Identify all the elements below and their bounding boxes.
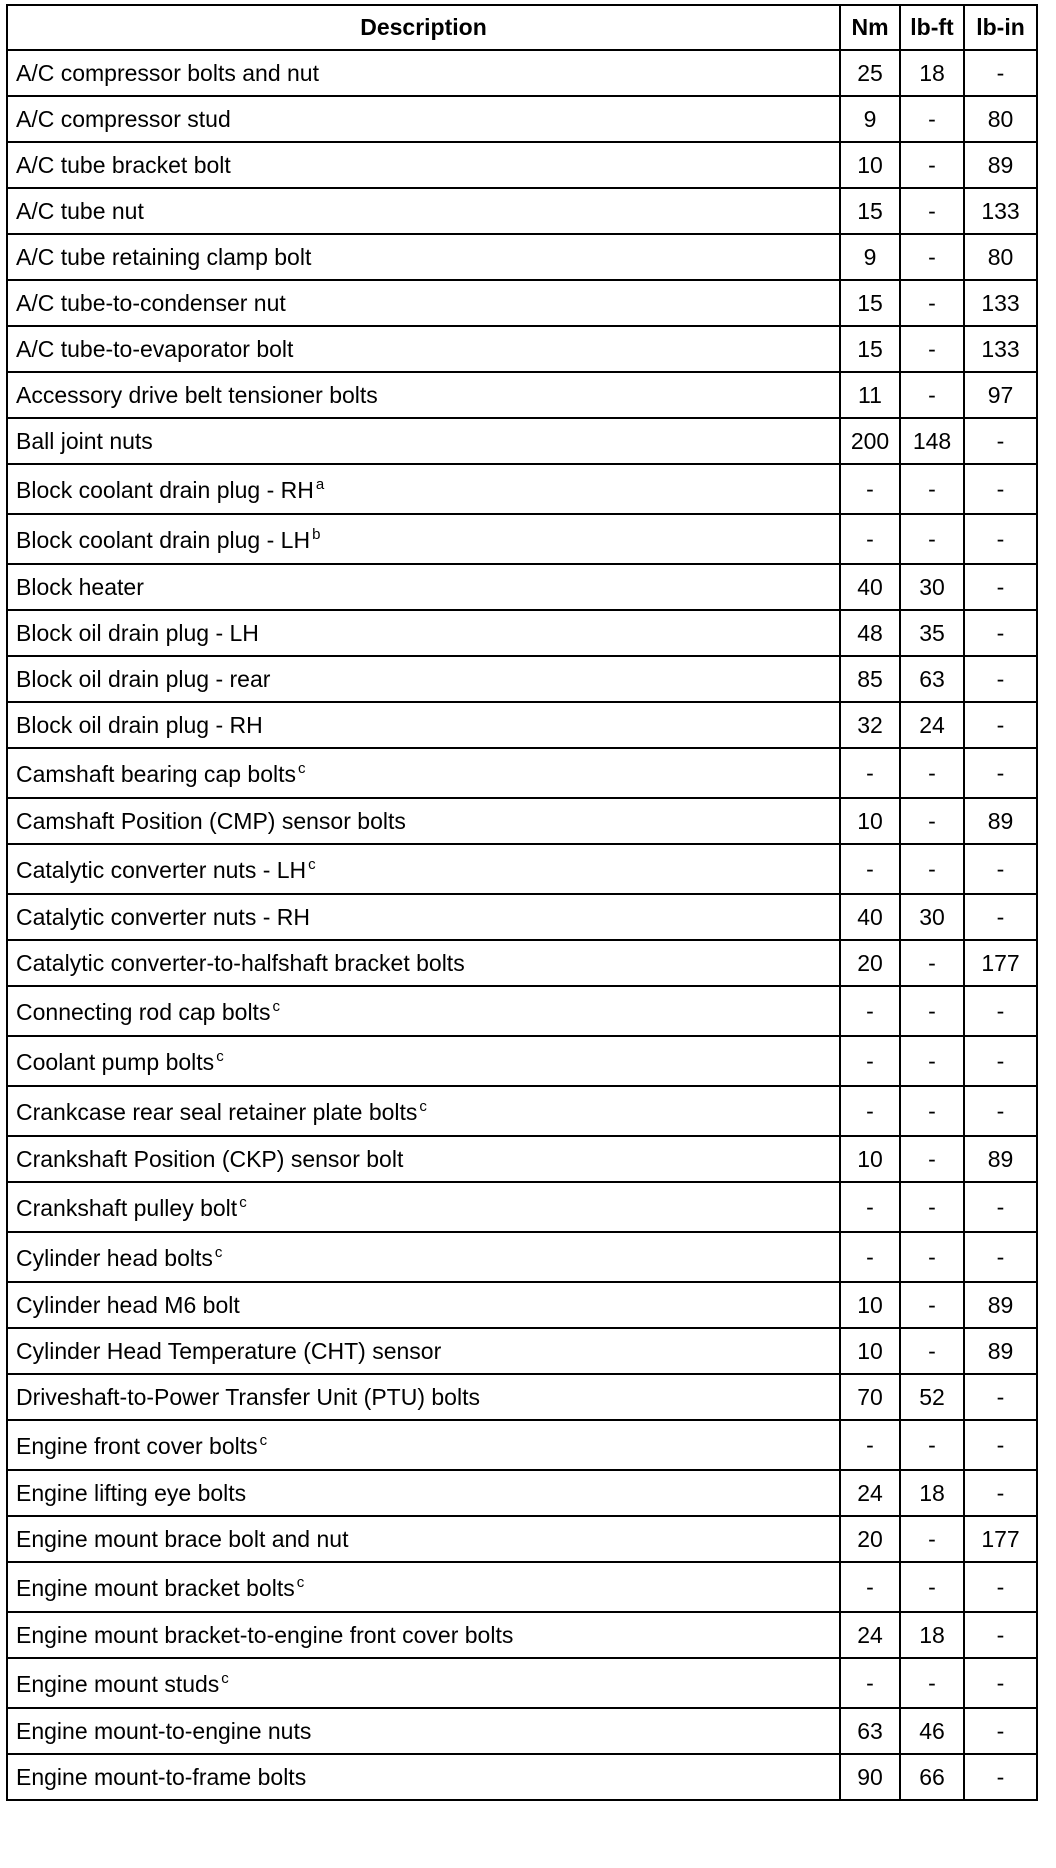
description-cell bbox=[7, 1036, 840, 1086]
footnote-marker: c bbox=[259, 1431, 268, 1449]
description-text: A/C tube bracket bolt bbox=[16, 151, 231, 178]
lb-ft-cell: - bbox=[900, 1086, 964, 1136]
description-cell bbox=[7, 1086, 840, 1136]
nm-cell: 20 bbox=[840, 940, 900, 986]
table-row bbox=[7, 1754, 1037, 1800]
description-text: A/C compressor bolts and nut bbox=[16, 59, 319, 86]
table-row bbox=[7, 564, 1037, 610]
description-text: Catalytic converter nuts - RH bbox=[16, 903, 310, 930]
nm-cell: 10 bbox=[840, 142, 900, 188]
lb-ft-cell: - bbox=[900, 326, 964, 372]
description-text: Crankcase rear seal retainer plate bolts bbox=[16, 1098, 418, 1125]
description-text: Block coolant drain plug - LH bbox=[16, 526, 311, 553]
table-row bbox=[7, 1562, 1037, 1612]
lb-ft-cell: - bbox=[900, 1136, 964, 1182]
lb-in-cell: 133 bbox=[964, 280, 1037, 326]
nm-cell: - bbox=[840, 464, 900, 514]
lb-ft-cell: - bbox=[900, 748, 964, 798]
nm-cell: - bbox=[840, 986, 900, 1036]
table-row bbox=[7, 940, 1037, 986]
nm-cell: 11 bbox=[840, 372, 900, 418]
nm-cell: - bbox=[840, 1658, 900, 1708]
description-cell bbox=[7, 326, 840, 372]
description-cell bbox=[7, 1612, 840, 1658]
nm-cell: 10 bbox=[840, 1136, 900, 1182]
table-row bbox=[7, 1328, 1037, 1374]
lb-ft-cell: 46 bbox=[900, 1708, 964, 1754]
nm-cell: 70 bbox=[840, 1374, 900, 1420]
lb-ft-cell: - bbox=[900, 1516, 964, 1562]
lb-ft-cell: 66 bbox=[900, 1754, 964, 1800]
description-text: Block coolant drain plug - RH bbox=[16, 476, 314, 503]
description-cell bbox=[7, 1658, 840, 1708]
table-row bbox=[7, 234, 1037, 280]
description-cell bbox=[7, 188, 840, 234]
description-cell bbox=[7, 1374, 840, 1420]
lb-ft-cell: 52 bbox=[900, 1374, 964, 1420]
description-text: Crankshaft Position (CKP) sensor bolt bbox=[16, 1145, 404, 1172]
lb-in-cell: - bbox=[964, 418, 1037, 464]
footnote-marker: c bbox=[308, 855, 316, 873]
table-row bbox=[7, 1036, 1037, 1086]
description-text: Ball joint nuts bbox=[16, 427, 153, 454]
lb-ft-cell: - bbox=[900, 514, 964, 564]
table-row bbox=[7, 1136, 1037, 1182]
nm-cell: 15 bbox=[840, 326, 900, 372]
lb-ft-cell: - bbox=[900, 280, 964, 326]
description-cell bbox=[7, 1420, 840, 1470]
nm-cell: 40 bbox=[840, 564, 900, 610]
table-row bbox=[7, 96, 1037, 142]
description-cell bbox=[7, 418, 840, 464]
description-text: Crankshaft pulley bolt bbox=[16, 1194, 238, 1221]
table-row bbox=[7, 1658, 1037, 1708]
description-cell bbox=[7, 894, 840, 940]
nm-cell: - bbox=[840, 1232, 900, 1282]
lb-in-cell: - bbox=[964, 844, 1037, 894]
column-header-lb-in: lb-in bbox=[964, 5, 1037, 50]
lb-ft-cell: - bbox=[900, 940, 964, 986]
lb-in-cell: 89 bbox=[964, 1328, 1037, 1374]
description-cell bbox=[7, 1470, 840, 1516]
description-cell bbox=[7, 1328, 840, 1374]
lb-in-cell: 133 bbox=[964, 188, 1037, 234]
lb-ft-cell: 35 bbox=[900, 610, 964, 656]
table-row bbox=[7, 798, 1037, 844]
lb-ft-cell: - bbox=[900, 1232, 964, 1282]
description-cell bbox=[7, 464, 840, 514]
lb-ft-cell: 148 bbox=[900, 418, 964, 464]
lb-ft-cell: 24 bbox=[900, 702, 964, 748]
table-row bbox=[7, 464, 1037, 514]
table-row bbox=[7, 702, 1037, 748]
description-text: Cylinder head M6 bolt bbox=[16, 1291, 240, 1318]
column-header-description: Description bbox=[7, 5, 840, 50]
lb-ft-cell: 18 bbox=[900, 1470, 964, 1516]
description-text: Camshaft bearing cap bolts bbox=[16, 760, 296, 787]
lb-ft-cell: - bbox=[900, 1328, 964, 1374]
footnote-marker: c bbox=[239, 1193, 247, 1211]
lb-in-cell: - bbox=[964, 1754, 1037, 1800]
nm-cell: 63 bbox=[840, 1708, 900, 1754]
nm-cell: 32 bbox=[840, 702, 900, 748]
description-cell bbox=[7, 372, 840, 418]
nm-cell: 10 bbox=[840, 1282, 900, 1328]
footnote-marker: c bbox=[216, 1047, 224, 1065]
footnote-marker: b bbox=[312, 525, 321, 543]
description-cell bbox=[7, 986, 840, 1036]
nm-cell: 9 bbox=[840, 96, 900, 142]
footnote-marker: c bbox=[221, 1669, 229, 1687]
table-row bbox=[7, 372, 1037, 418]
lb-in-cell: - bbox=[964, 748, 1037, 798]
nm-cell: 85 bbox=[840, 656, 900, 702]
description-cell bbox=[7, 1562, 840, 1612]
description-cell bbox=[7, 1282, 840, 1328]
table-row bbox=[7, 188, 1037, 234]
table-body bbox=[7, 50, 1037, 1800]
table-row bbox=[7, 1708, 1037, 1754]
table-row bbox=[7, 656, 1037, 702]
table-row bbox=[7, 844, 1037, 894]
description-text: Engine mount studs bbox=[16, 1670, 220, 1697]
description-text: Camshaft Position (CMP) sensor bolts bbox=[16, 807, 406, 834]
footnote-marker: c bbox=[298, 759, 306, 777]
nm-cell: - bbox=[840, 1562, 900, 1612]
description-text: Engine mount bracket bolts bbox=[16, 1574, 295, 1601]
description-cell bbox=[7, 1232, 840, 1282]
nm-cell: - bbox=[840, 1036, 900, 1086]
table-row bbox=[7, 610, 1037, 656]
lb-in-cell: 80 bbox=[964, 96, 1037, 142]
lb-in-cell: - bbox=[964, 1086, 1037, 1136]
description-text: Engine mount-to-engine nuts bbox=[16, 1717, 312, 1744]
description-text: Engine mount-to-frame bolts bbox=[16, 1763, 307, 1790]
table-row bbox=[7, 1470, 1037, 1516]
lb-ft-cell: - bbox=[900, 234, 964, 280]
lb-in-cell: 89 bbox=[964, 1136, 1037, 1182]
lb-in-cell: - bbox=[964, 1658, 1037, 1708]
nm-cell: 15 bbox=[840, 188, 900, 234]
table-header-row bbox=[7, 5, 1037, 50]
description-text: Driveshaft-to-Power Transfer Unit (PTU) bolts bbox=[16, 1383, 480, 1410]
lb-in-cell: 133 bbox=[964, 326, 1037, 372]
description-text: A/C tube-to-condenser nut bbox=[16, 289, 286, 316]
description-cell bbox=[7, 748, 840, 798]
nm-cell: 40 bbox=[840, 894, 900, 940]
table-row bbox=[7, 280, 1037, 326]
lb-ft-cell: 30 bbox=[900, 564, 964, 610]
table-row bbox=[7, 986, 1037, 1036]
table-row bbox=[7, 748, 1037, 798]
lb-in-cell: - bbox=[964, 1562, 1037, 1612]
description-text: A/C tube retaining clamp bolt bbox=[16, 243, 312, 270]
lb-in-cell: - bbox=[964, 1374, 1037, 1420]
lb-ft-cell: - bbox=[900, 464, 964, 514]
lb-ft-cell: 30 bbox=[900, 894, 964, 940]
lb-ft-cell: - bbox=[900, 1282, 964, 1328]
torque-specification-sheet bbox=[6, 4, 1036, 1801]
description-text: A/C compressor stud bbox=[16, 105, 231, 132]
table-row bbox=[7, 1420, 1037, 1470]
lb-ft-cell: - bbox=[900, 1036, 964, 1086]
lb-ft-cell: 18 bbox=[900, 1612, 964, 1658]
nm-cell: 25 bbox=[840, 50, 900, 96]
table-row bbox=[7, 142, 1037, 188]
footnote-marker: c bbox=[214, 1243, 223, 1261]
description-text: Block oil drain plug - rear bbox=[16, 665, 271, 692]
table-row bbox=[7, 1516, 1037, 1562]
lb-ft-cell: - bbox=[900, 1420, 964, 1470]
lb-in-cell: - bbox=[964, 1612, 1037, 1658]
table-row bbox=[7, 326, 1037, 372]
lb-in-cell: - bbox=[964, 1470, 1037, 1516]
description-cell bbox=[7, 234, 840, 280]
nm-cell: 10 bbox=[840, 798, 900, 844]
description-text: Block oil drain plug - RH bbox=[16, 711, 263, 738]
lb-ft-cell: 63 bbox=[900, 656, 964, 702]
torque-specification-table bbox=[6, 4, 1038, 1801]
description-cell bbox=[7, 1708, 840, 1754]
lb-in-cell: - bbox=[964, 1036, 1037, 1086]
nm-cell: 9 bbox=[840, 234, 900, 280]
description-text: Catalytic converter nuts - LH bbox=[16, 856, 307, 883]
lb-ft-cell: - bbox=[900, 986, 964, 1036]
nm-cell: - bbox=[840, 1182, 900, 1232]
table-row bbox=[7, 1374, 1037, 1420]
lb-ft-cell: - bbox=[900, 798, 964, 844]
nm-cell: 10 bbox=[840, 1328, 900, 1374]
table-row bbox=[7, 1612, 1037, 1658]
lb-ft-cell: - bbox=[900, 188, 964, 234]
description-cell bbox=[7, 564, 840, 610]
footnote-marker: a bbox=[315, 475, 325, 493]
description-text: Catalytic converter-to-halfshaft bracket bolts bbox=[16, 949, 465, 976]
description-cell bbox=[7, 940, 840, 986]
description-text: Cylinder Head Temperature (CHT) sensor bbox=[16, 1337, 442, 1364]
description-text: Engine mount bracket-to-engine front cover bolts bbox=[16, 1621, 514, 1648]
description-cell bbox=[7, 1182, 840, 1232]
lb-in-cell: - bbox=[964, 986, 1037, 1036]
description-cell bbox=[7, 1754, 840, 1800]
nm-cell: 48 bbox=[840, 610, 900, 656]
description-cell bbox=[7, 96, 840, 142]
description-cell bbox=[7, 280, 840, 326]
lb-ft-cell: - bbox=[900, 844, 964, 894]
description-text: Engine lifting eye bolts bbox=[16, 1479, 247, 1506]
lb-in-cell: 177 bbox=[964, 940, 1037, 986]
lb-in-cell: - bbox=[964, 894, 1037, 940]
description-cell bbox=[7, 142, 840, 188]
nm-cell: 15 bbox=[840, 280, 900, 326]
footnote-marker: c bbox=[419, 1097, 427, 1115]
lb-in-cell: - bbox=[964, 1232, 1037, 1282]
nm-cell: - bbox=[840, 1420, 900, 1470]
description-cell bbox=[7, 610, 840, 656]
lb-in-cell: 89 bbox=[964, 142, 1037, 188]
description-text: A/C tube-to-evaporator bolt bbox=[16, 335, 294, 362]
description-cell bbox=[7, 50, 840, 96]
nm-cell: 90 bbox=[840, 1754, 900, 1800]
table-row bbox=[7, 894, 1037, 940]
nm-cell: - bbox=[840, 844, 900, 894]
lb-in-cell: - bbox=[964, 50, 1037, 96]
description-cell bbox=[7, 844, 840, 894]
table-row bbox=[7, 514, 1037, 564]
lb-in-cell: 97 bbox=[964, 372, 1037, 418]
lb-in-cell: - bbox=[964, 564, 1037, 610]
description-text: Block heater bbox=[16, 573, 144, 600]
description-cell bbox=[7, 1136, 840, 1182]
description-cell bbox=[7, 514, 840, 564]
lb-ft-cell: - bbox=[900, 96, 964, 142]
lb-in-cell: - bbox=[964, 464, 1037, 514]
description-text: A/C tube nut bbox=[16, 197, 144, 224]
table-row bbox=[7, 1086, 1037, 1136]
lb-ft-cell: - bbox=[900, 1562, 964, 1612]
description-text: Block oil drain plug - LH bbox=[16, 619, 259, 646]
description-text: Engine mount brace bolt and nut bbox=[16, 1525, 349, 1552]
nm-cell: 24 bbox=[840, 1470, 900, 1516]
description-text: Engine front cover bolts bbox=[16, 1432, 258, 1459]
table-row bbox=[7, 1182, 1037, 1232]
description-cell bbox=[7, 656, 840, 702]
lb-ft-cell: - bbox=[900, 1182, 964, 1232]
lb-ft-cell: - bbox=[900, 1658, 964, 1708]
lb-in-cell: - bbox=[964, 1182, 1037, 1232]
description-cell bbox=[7, 702, 840, 748]
description-text: Accessory drive belt tensioner bolts bbox=[16, 381, 378, 408]
description-text: Connecting rod cap bolts bbox=[16, 998, 271, 1025]
table-row bbox=[7, 1282, 1037, 1328]
nm-cell: - bbox=[840, 748, 900, 798]
nm-cell: - bbox=[840, 514, 900, 564]
table-row bbox=[7, 1232, 1037, 1282]
table-row bbox=[7, 418, 1037, 464]
footnote-marker: c bbox=[272, 997, 280, 1015]
nm-cell: - bbox=[840, 1086, 900, 1136]
description-text: Coolant pump bolts bbox=[16, 1048, 215, 1075]
table-row bbox=[7, 50, 1037, 96]
lb-in-cell: 89 bbox=[964, 1282, 1037, 1328]
lb-in-cell: - bbox=[964, 514, 1037, 564]
lb-in-cell: - bbox=[964, 702, 1037, 748]
column-header-nm: Nm bbox=[840, 5, 900, 50]
footnote-marker: c bbox=[296, 1573, 305, 1591]
lb-in-cell: - bbox=[964, 1708, 1037, 1754]
lb-ft-cell: - bbox=[900, 372, 964, 418]
description-cell bbox=[7, 798, 840, 844]
lb-in-cell: - bbox=[964, 1420, 1037, 1470]
lb-ft-cell: - bbox=[900, 142, 964, 188]
lb-in-cell: 89 bbox=[964, 798, 1037, 844]
description-text: Cylinder head bolts bbox=[16, 1244, 213, 1271]
nm-cell: 24 bbox=[840, 1612, 900, 1658]
nm-cell: 200 bbox=[840, 418, 900, 464]
lb-in-cell: 80 bbox=[964, 234, 1037, 280]
description-cell bbox=[7, 1516, 840, 1562]
nm-cell: 20 bbox=[840, 1516, 900, 1562]
lb-in-cell: - bbox=[964, 656, 1037, 702]
column-header-lb-ft: lb-ft bbox=[900, 5, 964, 50]
lb-ft-cell: 18 bbox=[900, 50, 964, 96]
lb-in-cell: - bbox=[964, 610, 1037, 656]
lb-in-cell: 177 bbox=[964, 1516, 1037, 1562]
